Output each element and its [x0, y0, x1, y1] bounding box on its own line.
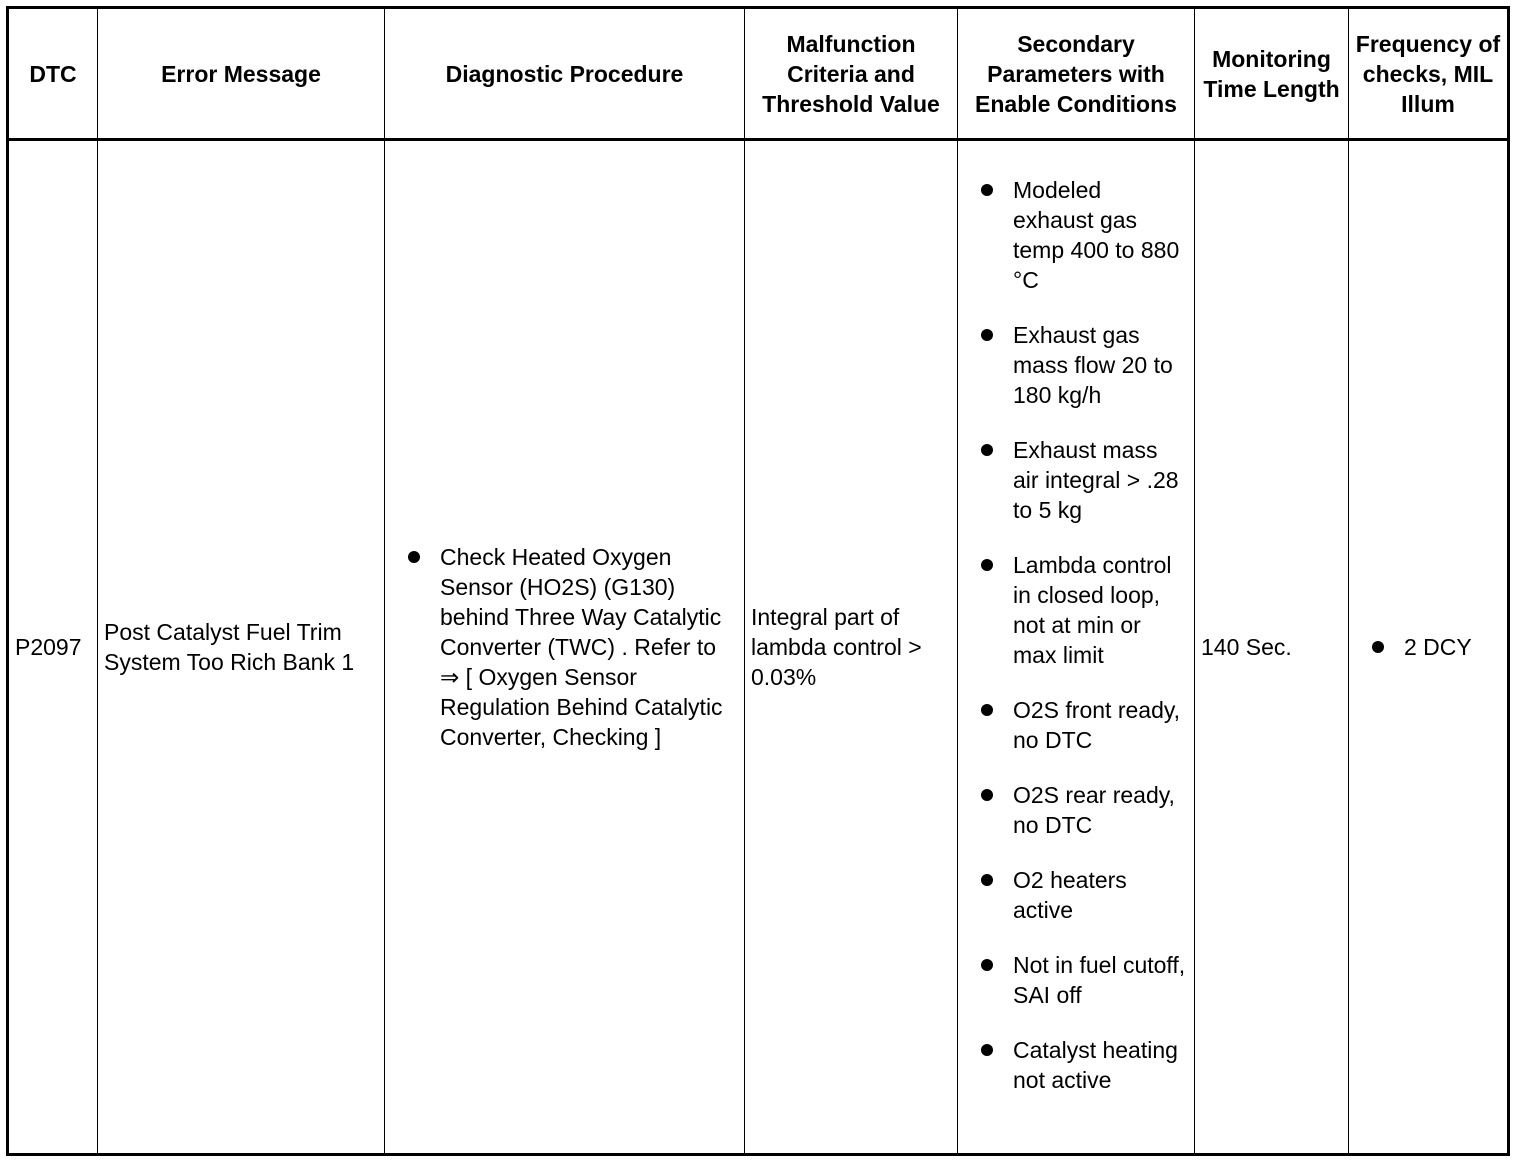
parameter-text: Exhaust gas mass flow 20 to 180 kg/h [1013, 321, 1173, 408]
cell-secondary-parameters [958, 140, 1195, 1155]
cell-diagnostic-procedure [385, 140, 745, 1155]
frequency-text: 2 DCY [1404, 634, 1472, 660]
bullet-icon [981, 184, 993, 196]
parameter-text: Catalyst heating not active [1013, 1036, 1178, 1093]
header-dtc: DTC [8, 8, 98, 140]
list-item [391, 542, 738, 752]
bullet-icon [408, 551, 420, 563]
header-error-message: Error Message [98, 8, 385, 140]
header-malfunction-criteria: Malfunction Criteria and Threshold Value [745, 8, 958, 140]
table-row [8, 140, 1509, 1155]
bullet-icon [981, 789, 993, 801]
bullet-icon [981, 329, 993, 341]
parameter-text: O2 heaters active [1013, 866, 1127, 923]
header-monitoring-time: Monitoring Time Length [1195, 8, 1349, 140]
list-item [964, 865, 1188, 925]
header-secondary-parameters: Secondary Parameters with Enable Conditions [958, 8, 1195, 140]
parameter-text: Not in fuel cutoff, SAI off [1013, 951, 1186, 1008]
frequency-list [1355, 632, 1501, 662]
cell-monitoring-time: 140 Sec. [1195, 140, 1349, 1155]
dtc-table [6, 6, 1510, 1156]
list-item [964, 435, 1188, 525]
bullet-icon [981, 704, 993, 716]
cell-malfunction-criteria: Integral part of lambda control > 0.03% [745, 140, 958, 1155]
list-item [964, 175, 1188, 295]
parameter-text: Lambda control in closed loop, not at min or max limit [1013, 551, 1172, 668]
header-diagnostic-procedure: Diagnostic Procedure [385, 8, 745, 140]
list-item [964, 695, 1188, 755]
parameter-text: Exhaust mass air integral > .28 to 5 kg [1013, 436, 1179, 523]
list-item [964, 320, 1188, 410]
bullet-icon [1372, 641, 1384, 653]
parameters-list [964, 175, 1188, 1095]
bullet-icon [981, 1044, 993, 1056]
cell-error-message: Post Catalyst Fuel Trim System Too Rich Bank 1 [98, 140, 385, 1155]
list-item [964, 950, 1188, 1010]
bullet-icon [981, 959, 993, 971]
bullet-icon [981, 559, 993, 571]
list-item [964, 550, 1188, 670]
parameter-text: O2S front ready, no DTC [1013, 696, 1181, 753]
list-item [964, 780, 1188, 840]
list-item [964, 1035, 1188, 1095]
parameter-text: O2S rear ready, no DTC [1013, 781, 1175, 838]
procedure-list [391, 542, 738, 752]
list-item [1355, 632, 1501, 662]
parameter-text: Modeled exhaust gas temp 400 to 880 °C [1013, 176, 1180, 293]
header-row [8, 8, 1509, 140]
bullet-icon [981, 874, 993, 886]
bullet-icon [981, 444, 993, 456]
cell-frequency [1349, 140, 1509, 1155]
procedure-text: Check Heated Oxygen Sensor (HO2S) (G130) behind Three Way Catalytic Converter (TWC) . Refer to ⇒ [ Oxygen Sensor Regulation Behind Catalytic Converter, Checking ] [440, 544, 723, 750]
header-frequency: Frequency of checks, MIL Illum [1349, 8, 1509, 140]
cell-dtc-code: P2097 [8, 140, 98, 1155]
